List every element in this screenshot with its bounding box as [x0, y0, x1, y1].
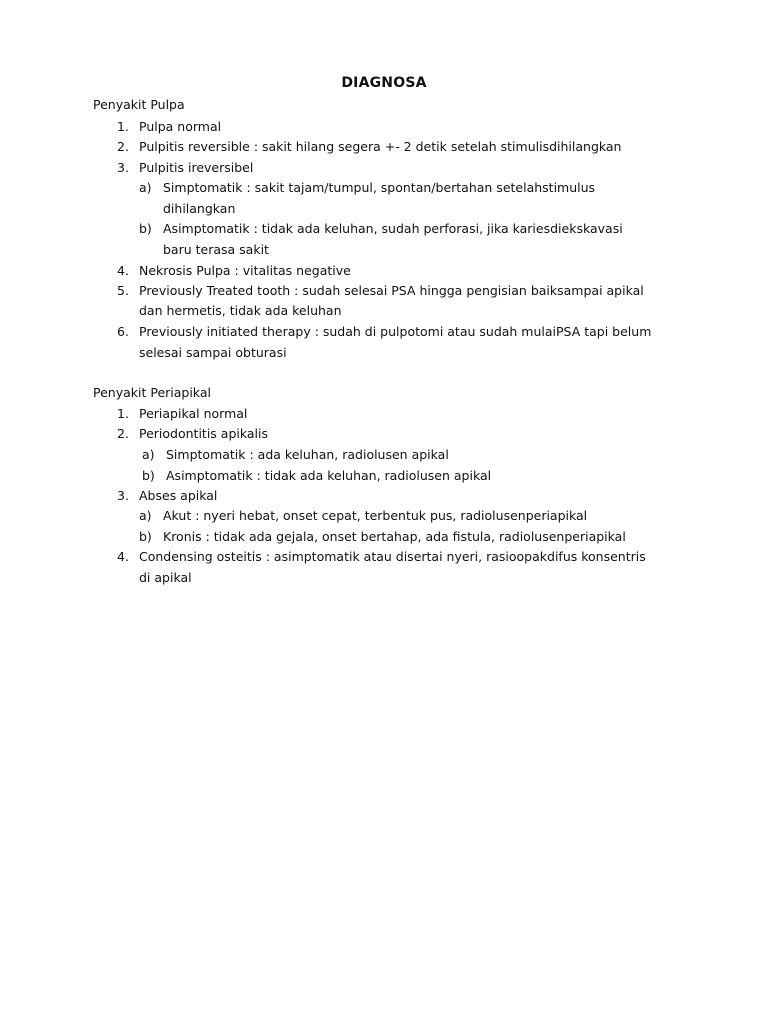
list-item-number: 2.: [117, 139, 129, 154]
section-heading-pulpa: Penyakit Pulpa: [93, 97, 185, 112]
sub-item-letter: a): [139, 508, 152, 523]
sub-item-text-continued: dihilangkan: [163, 201, 236, 216]
list-item-text: Previously initiated therapy : sudah di pulpotomi atau sudah mulaiPSA tapi belum: [139, 324, 652, 339]
sub-item-text-continued: baru terasa sakit: [163, 242, 269, 257]
list-item-number: 1.: [117, 119, 129, 134]
list-item-text: Pulpa normal: [139, 119, 222, 134]
list-item-number: 1.: [117, 406, 129, 421]
list-item-text: Periapikal normal: [139, 406, 248, 421]
list-item-number: 6.: [117, 324, 129, 339]
sub-item-letter: b): [139, 221, 152, 236]
list-item-number: 3.: [117, 160, 129, 175]
list-item-text: Condensing osteitis : asimptomatik atau disertai nyeri, rasioopakdifus konsentris: [139, 549, 646, 564]
list-item-text: Pulpitis reversible : sakit hilang segera +- 2 detik setelah stimulisdihilangkan: [139, 139, 622, 154]
list-item-number: 4.: [117, 549, 129, 564]
list-item-text-continued: dan hermetis, tidak ada keluhan: [139, 303, 342, 318]
sub-item-letter: a): [142, 447, 155, 462]
list-item-number: 2.: [117, 426, 129, 441]
list-item-text: Periodontitis apikalis: [139, 426, 268, 441]
sub-item-text: Asimptomatik : tidak ada keluhan, sudah perforasi, jika kariesdiekskavasi: [163, 221, 623, 236]
sub-item-text: Simptomatik : sakit tajam/tumpul, spontan/bertahan setelahstimulus: [163, 180, 596, 195]
list-item-text: Pulpitis ireversibel: [139, 160, 254, 175]
sub-item-text: Asimptomatik : tidak ada keluhan, radiolusen apikal: [166, 468, 492, 483]
sub-item-text: Akut : nyeri hebat, onset cepat, terbentuk pus, radiolusenperiapikal: [163, 508, 588, 523]
page-title: DIAGNOSA: [341, 75, 427, 91]
list-item-text: Abses apikal: [139, 488, 218, 503]
list-item-number: 5.: [117, 283, 129, 298]
sub-item-letter: b): [139, 529, 152, 544]
sub-item-text: Simptomatik : ada keluhan, radiolusen apikal: [166, 447, 449, 462]
list-item-text-continued: selesai sampai obturasi: [139, 345, 287, 360]
sub-item-text: Kronis : tidak ada gejala, onset bertahap, ada fistula, radiolusenperiapikal: [163, 529, 626, 544]
list-item-text: Nekrosis Pulpa : vitalitas negative: [139, 263, 351, 278]
section-heading-periapikal: Penyakit Periapikal: [93, 385, 211, 400]
list-item-number: 4.: [117, 263, 129, 278]
list-item-number: 3.: [117, 488, 129, 503]
sub-item-letter: b): [142, 468, 155, 483]
sub-item-letter: a): [139, 180, 152, 195]
list-item-text-continued: di apikal: [139, 570, 192, 585]
list-item-text: Previously Treated tooth : sudah selesai PSA hingga pengisian baiksampai apikal: [139, 283, 644, 298]
